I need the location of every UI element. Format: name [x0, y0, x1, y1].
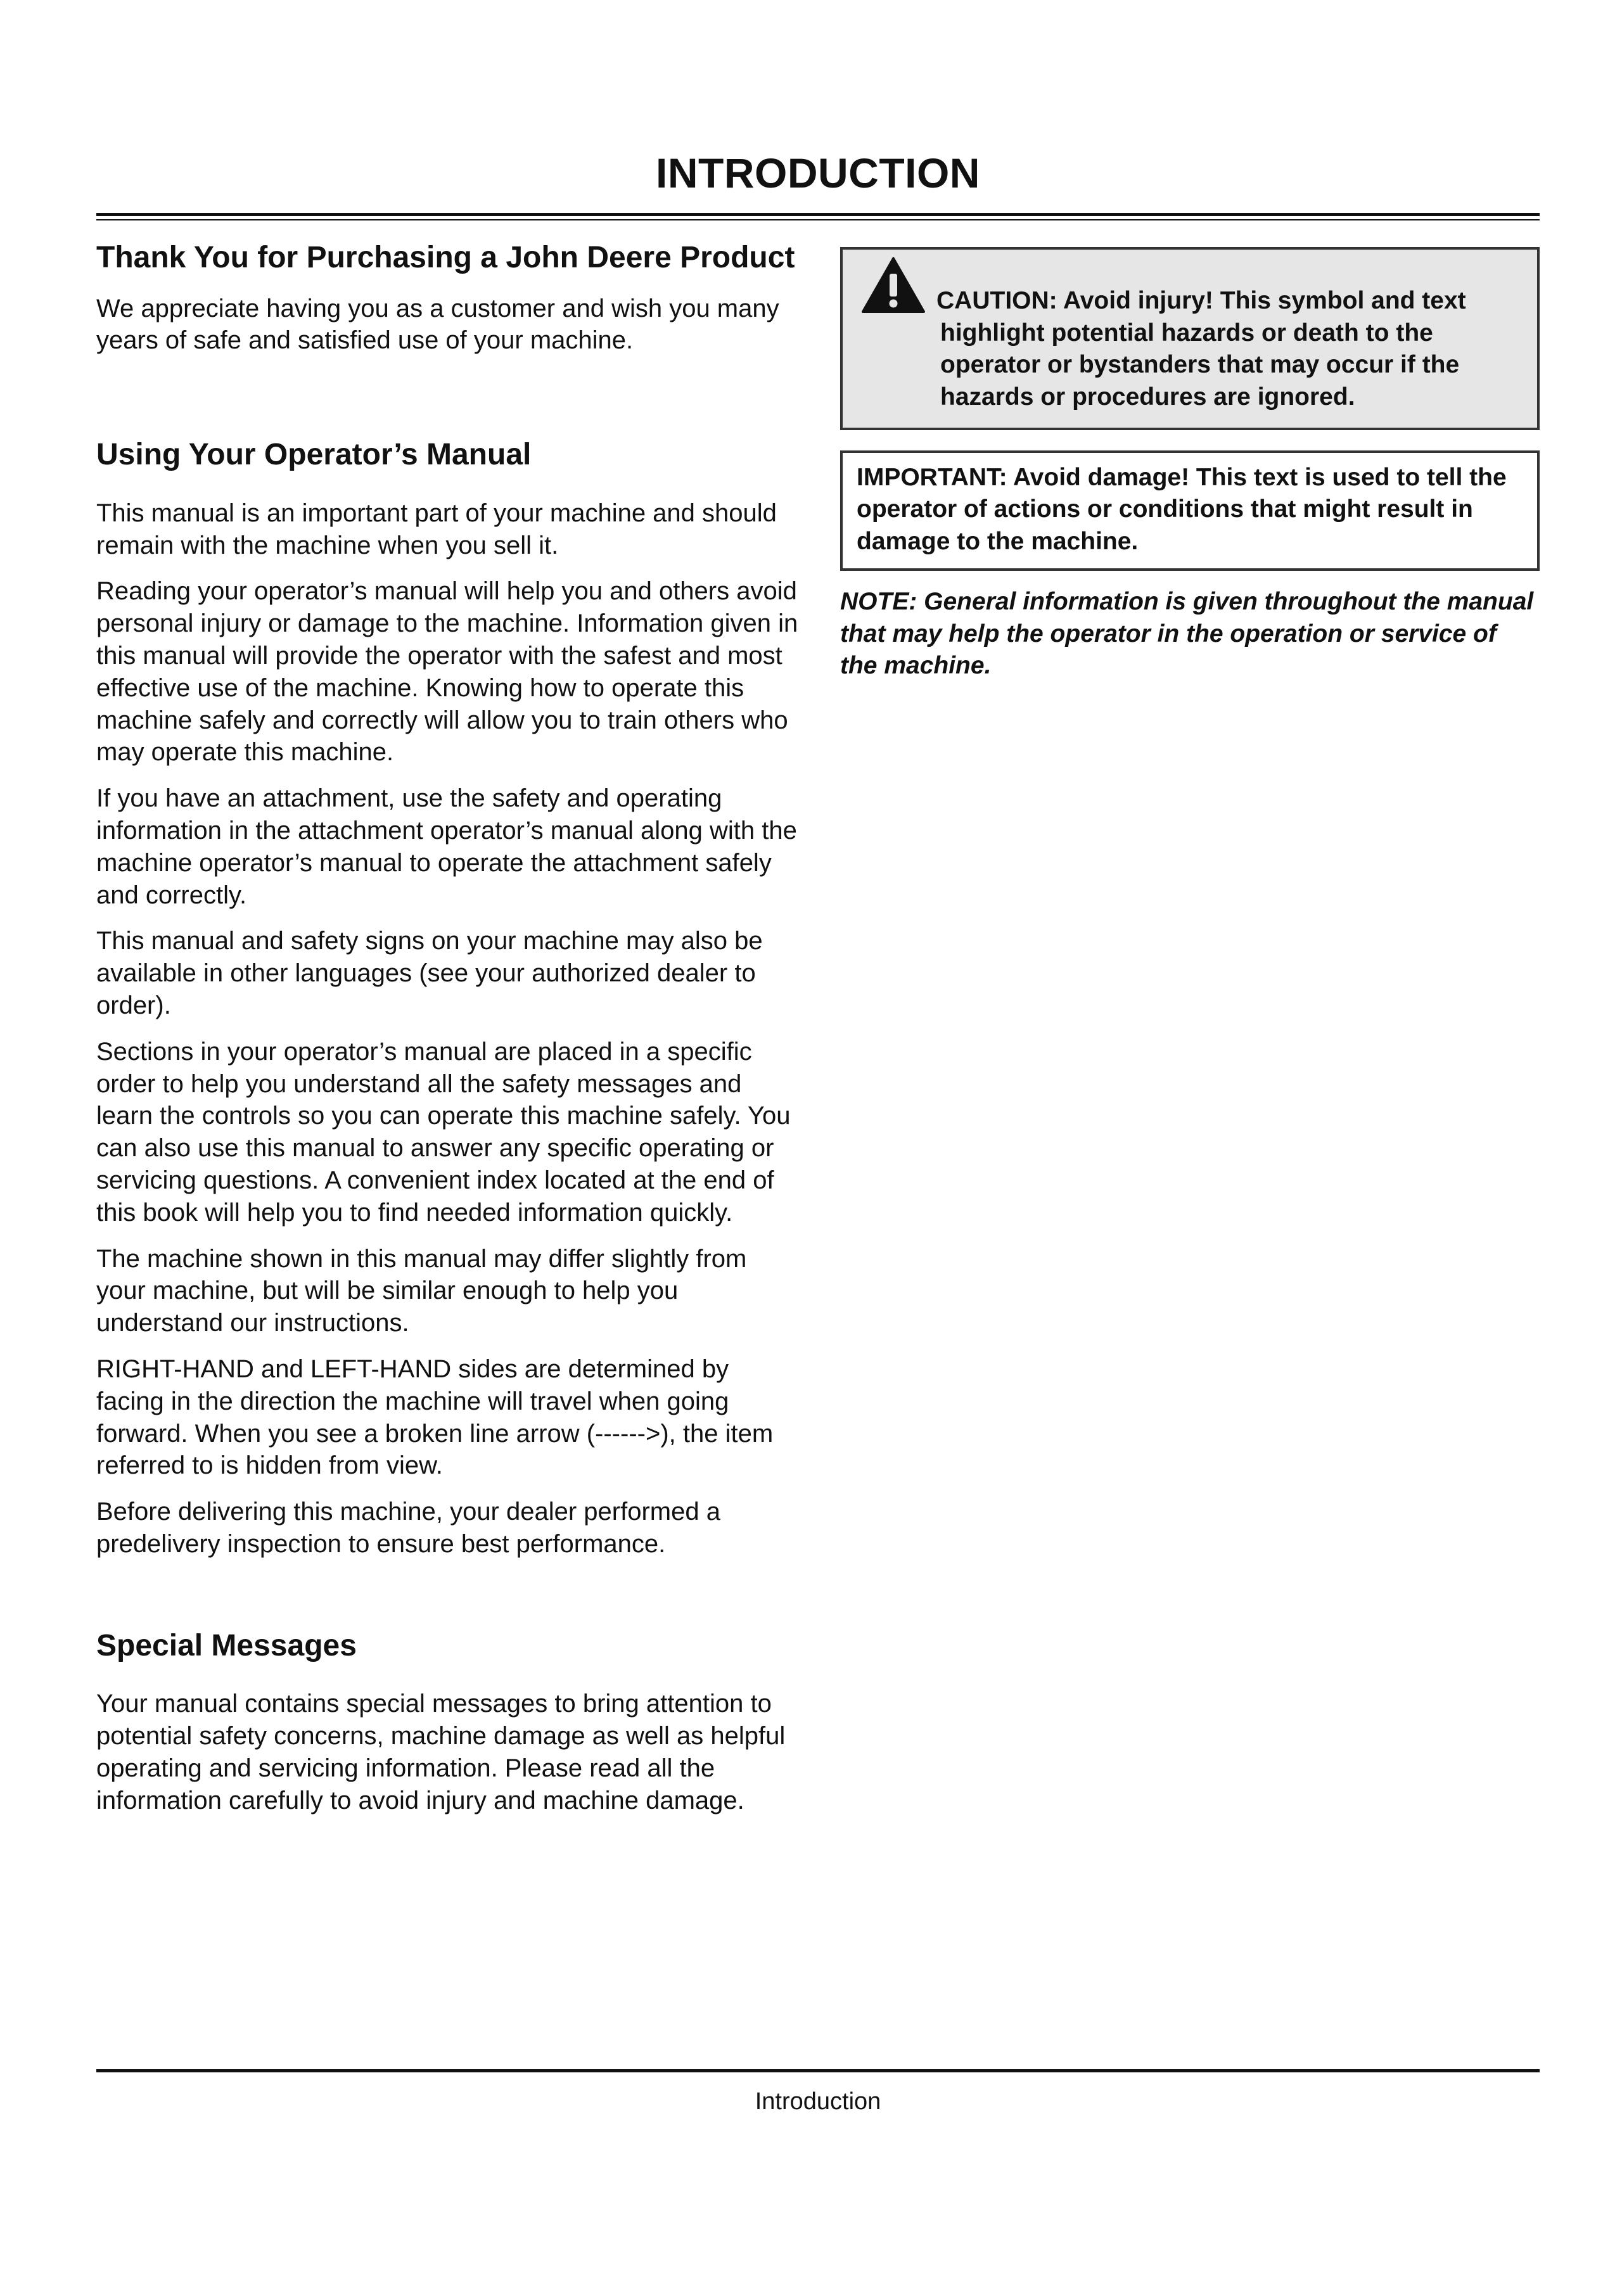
manual-paragraph: Before delivering this machine, your dealer performed a predelivery inspection to ensure best performance. — [96, 1498, 720, 1558]
caution-text: CAUTION: Avoid injury! This symbol and text highlight potential hazards or death to the operator or bystanders that may occur if the hazards or procedures are ignored. — [936, 287, 1466, 411]
manual-paragraph: This manual is an important part of your machine and should remain with the machine when you sell it. — [96, 499, 777, 559]
page-title: INTRODUCTION — [656, 150, 980, 196]
right-column — [840, 247, 1540, 682]
special-body: Your manual contains special messages to bring attention to potential safety concerns, machine damage as well as helpful operating and servicing information. Please read all the information carefully to avoid injury and machine damage. — [96, 1690, 786, 1814]
warning-triangle-icon — [860, 256, 926, 314]
manual-paragraph: If you have an attachment, use the safety and operating information in the attachment operator’s manual along with the machine operator’s manual to operate the attachment safely and correctly. — [96, 784, 797, 909]
important-text: IMPORTANT: Avoid damage! This text is used to tell the operator of actions or conditions that might result in damage to the machine. — [857, 463, 1507, 556]
manual-paragraph: This manual and safety signs on your machine may also be available in other languages (see your authorized dealer to order). — [96, 927, 763, 1019]
left-column — [96, 239, 800, 1830]
note-text: NOTE: General information is given throughout the manual that may help the operator in the operation or service of the machine. — [840, 587, 1534, 680]
thank-you-heading: Thank You for Purchasing a John Deere Product — [96, 241, 795, 274]
manual-paragraph: The machine shown in this manual may differ slightly from your machine, but will be similar enough to help you understand our instructions. — [96, 1244, 747, 1337]
page-footer: Introduction — [755, 2088, 881, 2115]
manual-heading: Using Your Operator’s Manual — [96, 438, 532, 472]
important-box — [840, 450, 1540, 571]
spacer — [96, 1574, 800, 1628]
spacer — [96, 371, 800, 437]
title-rule — [96, 213, 1540, 220]
footer-rule — [96, 2069, 1540, 2072]
thank-you-body: We appreciate having you as a customer and wish you many years of safe and satisfied use of your machine. — [96, 294, 779, 355]
manual-paragraph: Reading your operator’s manual will help you and others avoid personal injury or damage to the machine. Information given in this manual will provide the operator with the safest and most effective use of the machine. Knowing how to operate this machine safely and correctly will allow you to train others who may operate this machine. — [96, 577, 798, 767]
manual-paragraph: Sections in your operator’s manual are placed in a specific order to help you understand all the safety messages and learn the controls so you can operate this machine safely. You can also use this manual to answer any specific operating or servicing questions. A convenient index located at the end of this book will help you to find needed information quickly. — [96, 1037, 791, 1227]
special-heading: Special Messages — [96, 1628, 357, 1662]
manual-paragraph: RIGHT-HAND and LEFT-HAND sides are determined by facing in the direction the machine will travel when going forward. When you see a broken line arrow (------>), the item referred to is hidden from view. — [96, 1355, 774, 1480]
caution-box — [840, 247, 1540, 430]
